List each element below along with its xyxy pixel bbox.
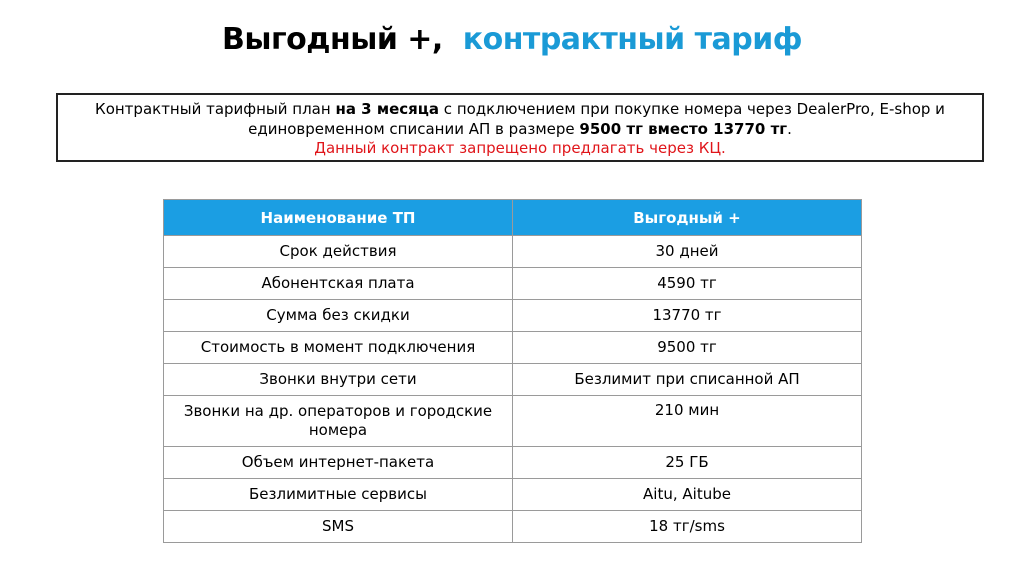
page-title <box>0 22 1024 57</box>
table-row <box>164 511 862 543</box>
row-value: 210 мин <box>513 396 862 447</box>
row-value: 25 ГБ <box>513 447 862 479</box>
row-label: Стоимость в момент подключения <box>164 332 513 364</box>
row-value: Безлимит при списанной АП <box>513 364 862 396</box>
column-header-name: Наименование ТП <box>164 200 513 236</box>
row-label: SMS <box>164 511 513 543</box>
row-label: Безлимитные сервисы <box>164 479 513 511</box>
row-value: 9500 тг <box>513 332 862 364</box>
row-value: 30 дней <box>513 236 862 268</box>
table-row <box>164 332 862 364</box>
table-row <box>164 479 862 511</box>
table-row <box>164 447 862 479</box>
column-header-tariff: Выгодный + <box>513 200 862 236</box>
notice-duration: на 3 месяца <box>335 100 440 118</box>
notice-warning: Данный контракт запрещено предлагать через КЦ. <box>314 139 726 157</box>
notice-text-1: Контрактный тарифный план <box>95 100 336 118</box>
row-label: Абонентская плата <box>164 268 513 300</box>
table-row <box>164 364 862 396</box>
row-value: Aitu, Aitube <box>513 479 862 511</box>
row-label: Звонки на др. операторов и городские номера <box>164 396 513 447</box>
table-row <box>164 396 862 447</box>
row-label: Сумма без скидки <box>164 300 513 332</box>
title-main: Выгодный +, <box>221 22 443 57</box>
contract-notice-box <box>56 93 984 162</box>
title-accent: контрактный тариф <box>462 22 803 57</box>
table-row <box>164 268 862 300</box>
table-header-row <box>164 200 862 236</box>
table-row <box>164 300 862 332</box>
notice-price: 9500 тг вместо 13770 тг <box>579 119 788 138</box>
table-row <box>164 236 862 268</box>
row-label: Срок действия <box>164 236 513 268</box>
notice-text-3: . <box>787 119 792 138</box>
row-label: Звонки внутри сети <box>164 364 513 396</box>
row-label: Объем интернет-пакета <box>164 447 513 479</box>
row-value: 4590 тг <box>513 268 862 300</box>
row-value: 18 тг/sms <box>513 511 862 543</box>
notice-text-2: с подключением при покупке номера через DealerPro, E-shop и единовременном списании АП в размере <box>248 100 945 138</box>
row-value: 13770 тг <box>513 300 862 332</box>
tariff-table <box>163 199 862 543</box>
